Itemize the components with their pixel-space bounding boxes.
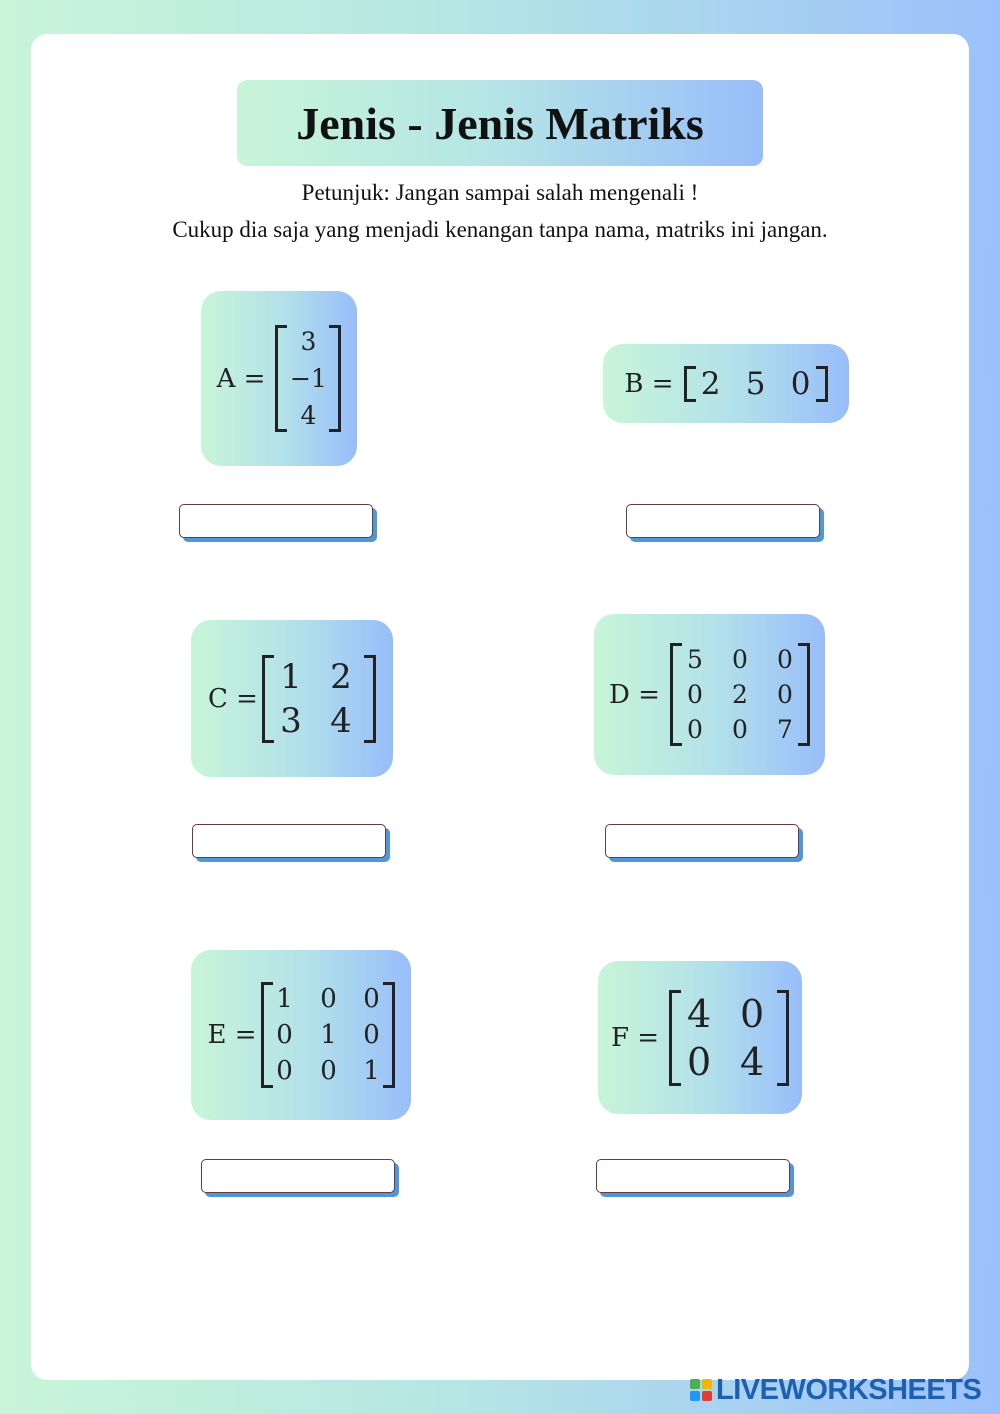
answer-input-d[interactable] — [605, 824, 799, 858]
matrix-card-a — [201, 291, 357, 466]
matrix-cell: 7 — [777, 715, 793, 744]
matrix-a — [217, 325, 342, 432]
matrix-cell: 1 — [276, 984, 293, 1014]
liveworksheets-logo[interactable] — [690, 1374, 981, 1406]
matrix-cell: 4 — [686, 991, 712, 1036]
matrix-label: D = — [609, 679, 660, 710]
matrix-cell: 4 — [739, 1039, 765, 1084]
page-title: Jenis - Jenis Matriks — [296, 97, 704, 149]
matrix-cell: 0 — [686, 1039, 712, 1084]
matrix-card-b — [603, 344, 849, 423]
matrix-cell: 4 — [330, 700, 352, 741]
matrix-cell: 2 — [700, 365, 721, 402]
liveworksheets-icon — [690, 1379, 712, 1401]
matrix-card-c — [191, 620, 393, 777]
matrix-bracket — [684, 366, 828, 402]
matrix-c — [208, 655, 376, 743]
matrix-cell: 0 — [777, 645, 793, 674]
matrix-cell: 1 — [280, 656, 302, 697]
answer-input-b[interactable] — [626, 504, 820, 538]
matrix-cell: 4 — [300, 401, 317, 430]
matrix-card-f — [598, 961, 802, 1114]
matrix-b — [624, 366, 827, 402]
matrix-card-d — [594, 614, 825, 775]
matrix-cell: 1 — [363, 1056, 380, 1086]
matrix-cell: 0 — [687, 715, 703, 744]
title-banner — [237, 80, 763, 166]
matrix-cell: 3 — [280, 700, 302, 741]
matrix-bracket — [262, 655, 376, 743]
matrix-cell: 0 — [276, 1056, 293, 1086]
instruction-line-1: Petunjuk: Jangan sampai salah mengenali ! — [301, 180, 699, 205]
matrix-f — [611, 990, 789, 1086]
answer-input-f[interactable] — [596, 1159, 790, 1193]
matrix-cell: 0 — [687, 680, 703, 709]
matrix-cell: 1 — [320, 1020, 337, 1050]
matrix-d — [609, 643, 810, 746]
matrix-bracket — [669, 990, 789, 1086]
matrix-label: A = — [216, 363, 266, 394]
matrix-label: B = — [624, 368, 674, 399]
matrix-cell: 2 — [330, 656, 352, 697]
answer-input-c[interactable] — [192, 824, 386, 858]
matrix-e — [207, 982, 394, 1088]
matrix-label: C = — [208, 683, 258, 714]
matrix-cell: 3 — [300, 327, 317, 356]
matrix-cell: 5 — [745, 365, 766, 402]
matrix-cell: 5 — [687, 645, 703, 674]
matrix-bracket — [275, 325, 341, 432]
matrix-cell: 0 — [777, 680, 793, 709]
matrix-bracket — [670, 643, 810, 746]
matrix-cell: 0 — [320, 1056, 337, 1086]
answer-input-e[interactable] — [201, 1159, 395, 1193]
matrix-cell: 0 — [363, 984, 380, 1014]
matrix-cell: 0 — [732, 645, 748, 674]
matrix-cell: 2 — [732, 680, 748, 709]
matrix-cell: 0 — [732, 715, 748, 744]
matrix-cell: 0 — [320, 984, 337, 1014]
instruction-line-2: Cukup dia saja yang menjadi kenangan tanpa nama, matriks ini jangan. — [172, 217, 828, 242]
answer-input-a[interactable] — [179, 504, 373, 538]
matrix-cell: 0 — [363, 1020, 380, 1050]
matrix-bracket — [261, 982, 395, 1088]
matrix-card-e — [191, 950, 411, 1120]
matrix-cell: 0 — [739, 991, 765, 1036]
logo-text: LIVEWORKSHEETS — [716, 1373, 982, 1406]
matrix-cell: −1 — [289, 364, 327, 393]
matrix-cell: 0 — [276, 1020, 293, 1050]
matrix-cell: 0 — [790, 365, 811, 402]
matrix-label: E = — [207, 1020, 257, 1050]
matrix-label: F = — [610, 1022, 660, 1053]
